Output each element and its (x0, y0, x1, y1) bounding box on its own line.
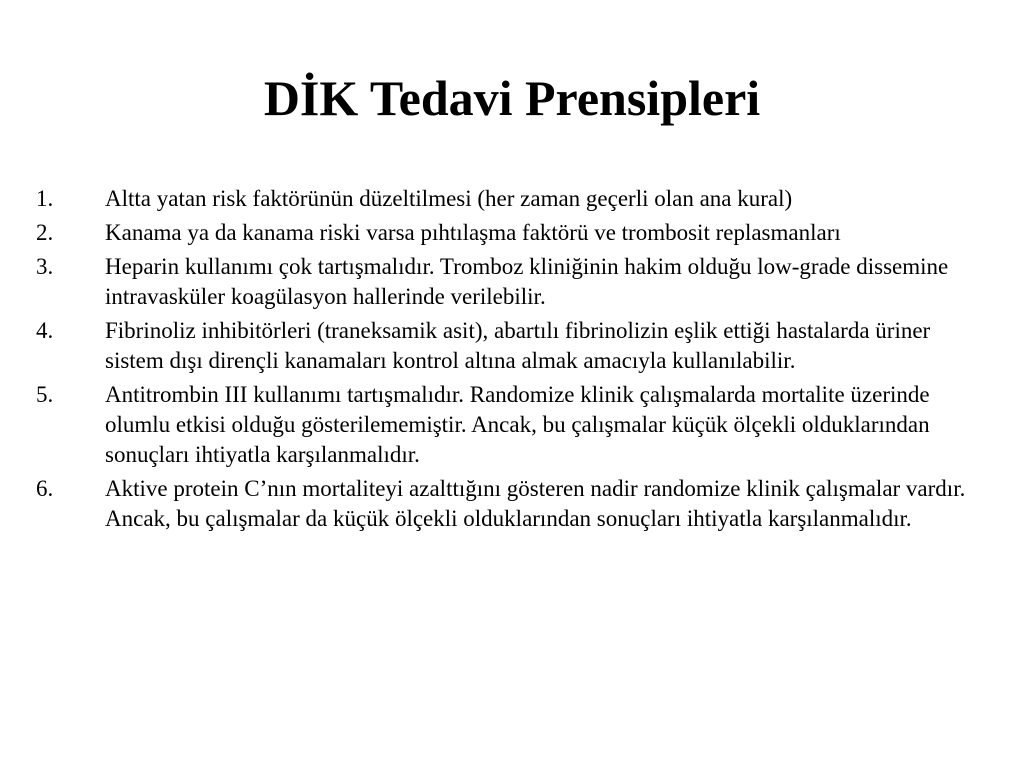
item-number: 5. (36, 382, 54, 407)
item-number: 2. (36, 220, 54, 245)
item-text: Altta yatan risk faktörünün düzeltilmesi (her zaman geçerli olan ana kural) (105, 186, 793, 211)
item-number: 1. (36, 186, 54, 211)
numbered-list (36, 184, 976, 538)
list-item (36, 316, 976, 376)
item-number: 4. (36, 318, 54, 343)
item-number: 3. (36, 254, 54, 279)
item-text: Antitrombin III kullanımı tartışmalıdır. Randomize klinik çalışmalarda mortalite üzerinde olumlu etkisi olduğu gösterilememiştir. Ancak, bu çalışmalar küçük ölçekli olduklarından sonuçları ihtiyatla karşılanmalıdır. (105, 382, 930, 467)
item-text: Fibrinoliz inhibitörleri (traneksamik asit), abartılı fibrinolizin eşlik ettiği hastalarda üriner sistem dışı dirençli kanamaları kontrol altına almak amacıyla kullanılabilir. (105, 318, 931, 373)
list-item (36, 380, 976, 470)
slide-title: DİK Tedavi Prensipleri (263, 70, 761, 126)
item-number: 6. (36, 476, 54, 501)
list-item (36, 252, 976, 312)
item-text: Aktive protein C’nın mortaliteyi azalttığını gösteren nadir randomize klinik çalışmalar vardır. Ancak, bu çalışmalar da küçük ölçekli olduklarından sonuçları ihtiyatla karşılanmalıdır. (105, 476, 966, 531)
item-text: Heparin kullanımı çok tartışmalıdır. Tromboz kliniğinin hakim olduğu low-grade dissemine intravasküler koagülasyon hallerinde verilebilir. (105, 254, 949, 309)
list-item (36, 184, 976, 214)
list-item (36, 218, 976, 248)
list-item (36, 474, 976, 534)
item-text: Kanama ya da kanama riski varsa pıhtılaşma faktörü ve trombosit replasmanları (105, 220, 841, 245)
